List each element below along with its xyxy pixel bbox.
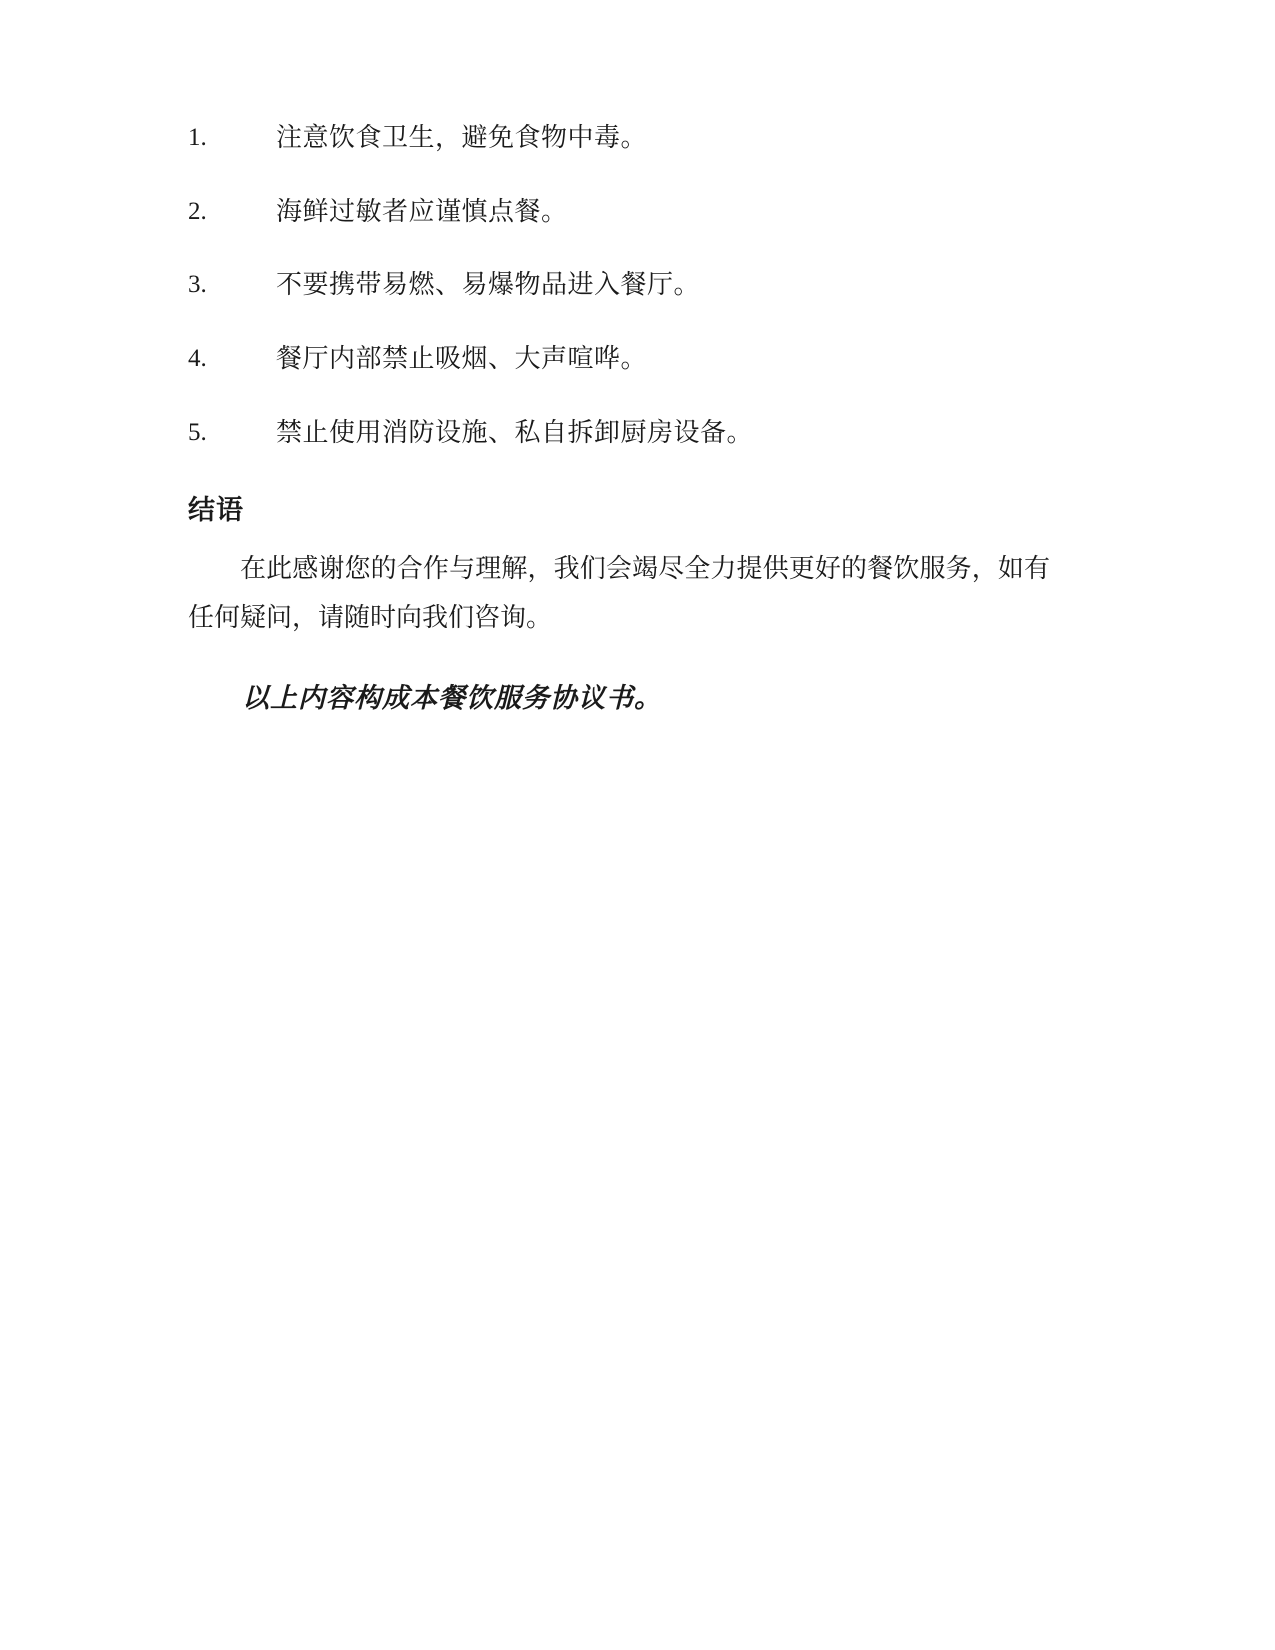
list-item (188, 415, 1088, 453)
list-item-marker: 2. (188, 197, 207, 225)
list-item-text: 禁止使用消防设施、私自拆卸厨房设备。 (276, 417, 754, 448)
section-heading-conclusion: 结语 (188, 495, 244, 527)
list-item (188, 267, 1088, 305)
closing-statement: 以上内容构成本餐饮服务协议书。 (242, 682, 662, 714)
list-item-marker: 1. (188, 124, 207, 151)
conclusion-paragraph: 在此感谢您的合作与理解，我们会竭尽全力提供更好的餐饮服务，如有任何疑问，请随时向我们咨询。 (188, 554, 1050, 633)
list-item-text: 海鲜过敏者应谨慎点餐。 (276, 196, 568, 227)
rules-list (188, 120, 1088, 452)
list-item-text: 餐厅内部禁止吸烟、大声喧哗。 (276, 344, 648, 375)
list-item-marker: 5. (188, 418, 207, 446)
list-item-text: 注意饮食卫生，避免食物中毒。 (276, 123, 648, 153)
list-item (188, 194, 1088, 232)
list-item (188, 120, 1088, 158)
list-item (188, 341, 1088, 379)
document-content (188, 120, 1088, 715)
list-item-marker: 3. (188, 271, 207, 299)
list-item-marker: 4. (188, 345, 207, 373)
list-item-text: 不要携带易燃、易爆物品进入餐厅。 (276, 270, 701, 301)
